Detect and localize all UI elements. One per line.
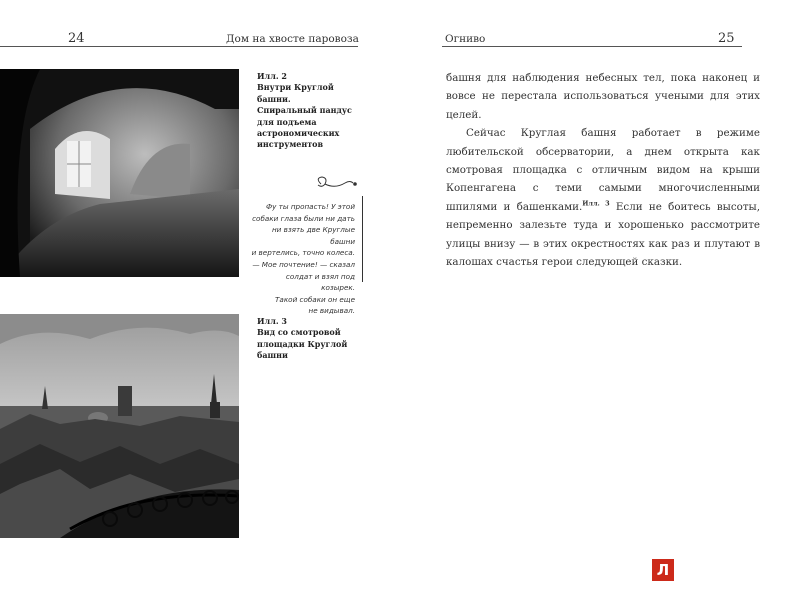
right-body-text — [446, 69, 760, 271]
figure2-caption-line: Внутри Круглой башни. — [257, 82, 334, 104]
paragraph: башня для наблюдения небесных тел, пока наконец и вовсе не перестала использоваться учеными для этих целей. — [446, 72, 760, 121]
quote-line: и вертелись, точно колеса. — [251, 248, 355, 258]
figure2-caption-line: для подъема — [257, 116, 317, 127]
right-header-rule — [442, 46, 742, 47]
figure2-caption-line: Спиральный пандус — [257, 105, 352, 116]
quote-line: собаки глаза были ни дать — [252, 213, 355, 223]
figure3-caption-line: площадки Круглой башни — [257, 338, 348, 361]
left-running-title: Дом на хвосте паровоза — [226, 33, 359, 45]
figure3-caption-line: Вид со смотровой — [257, 327, 341, 338]
figure-reference-link[interactable]: Илл. 3 — [582, 199, 610, 208]
figure3-label: Илл. 3 — [257, 316, 287, 326]
round-tower-interior-photo — [0, 69, 239, 277]
quote-line: ни взять две Круглые башни — [271, 225, 355, 246]
left-page-number: 24 — [68, 31, 85, 46]
quote-line: солдат и взял под козырек. — [285, 271, 355, 293]
quote-side-rule — [362, 196, 363, 282]
figure2-caption-line: астрономических — [257, 128, 340, 139]
figure2-label: Илл. 2 — [257, 71, 287, 81]
quote-line: — Мое почтение! — сказал — [252, 259, 355, 269]
paragraph-text: Сейчас Круглая башня работает в режиме любительской обсерватории, а днем открыта как смотровая площадка с отличным видом на крыши Копенгагена с теми самыми многочисленными шпилями и башенками. — [446, 127, 760, 213]
publisher-logo-icon: Л — [652, 559, 674, 581]
left-header-rule — [0, 46, 358, 47]
figure2-caption — [257, 71, 367, 151]
copenhagen-rooftops-photo — [0, 314, 239, 538]
figure3-caption — [257, 316, 377, 362]
paragraph — [446, 124, 760, 271]
paragraph-text: Если не боитесь высоты, непременно залезьте туда и хорошенько рассмотрите улицы внизу — в этих окрестностях как раз и плутают в калошах счастья герои следующей сказки. — [446, 200, 760, 269]
tale-quote — [250, 201, 355, 317]
quote-line: не видывал. — [308, 306, 355, 316]
quote-line: Фу ты пропасть! У этой — [265, 202, 355, 211]
right-page-number: 25 — [718, 31, 735, 46]
quote-line: Такой собаки он еще — [275, 294, 355, 304]
figure2-caption-line: инструментов — [257, 139, 324, 150]
swirl-ornament-icon — [313, 175, 358, 195]
right-running-title: Огниво — [445, 33, 486, 45]
